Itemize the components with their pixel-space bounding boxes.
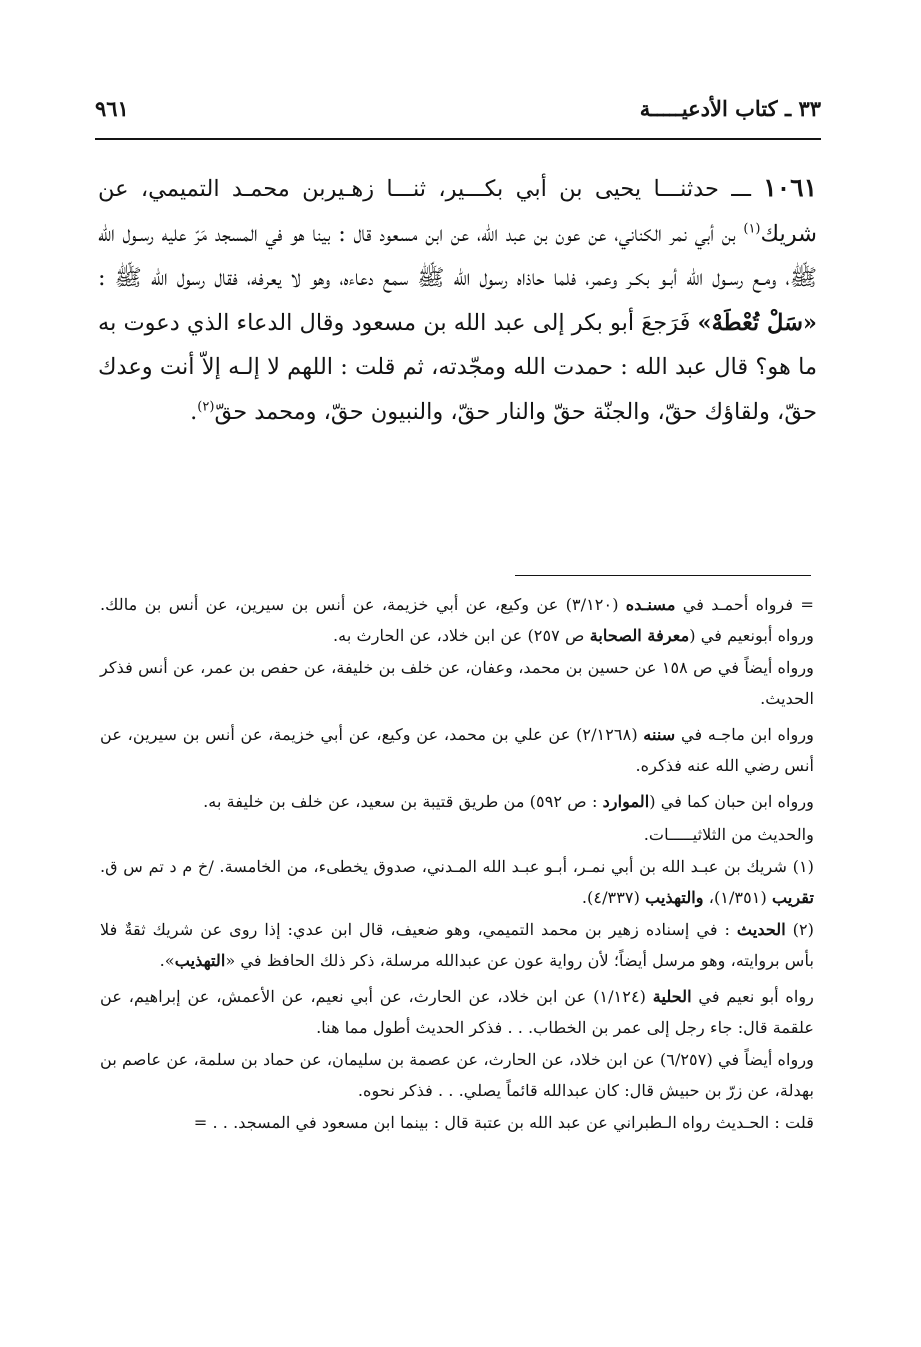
footnote-text: ». [159, 950, 175, 970]
footnote-text: ورواه ابن حبان كما في ( [649, 792, 814, 811]
footnote-paragraph-3 [100, 720, 814, 781]
footnote-text: (١/٣٥١)، [703, 887, 772, 907]
footnote-paragraph-2: ورواه أيضاً في ص ١٥٨ عن حسين بن محمد، وعفان، عن خلف بن خليفة، عن حفص بن عمر، عن أنس فذكر الحديث. [100, 658, 814, 708]
footnote-text: (١) شريك بن عبـد الله بن أبي نمـر، أبـو عبـد الله المـدني، صدوق يخطىء، من الخامسة. /خ م د تم س ق. [100, 857, 814, 876]
footnote-text: : في إسناده زهير بن محمد التميمي، وهو ضعيف، قال ابن عدي: إذا روى عن شريك ثقةٌ فلا بأس بروايته، وهو مرسل أيضاً؛ لأن رواية عون عن عبدالله مرسلة، ذكر ذلك الحافظ في « [100, 920, 814, 970]
source-title: مسنـده [625, 595, 676, 614]
footnote-text: ورواه ابن ماجـه في [675, 725, 814, 744]
footnote-2 [100, 915, 814, 976]
footnote-paragraph-8 [100, 982, 814, 1043]
hadith-text-part-3: فَرَجعَ أبو بكر إلى عبد الله بن مسعود وقال الدعاء الذي دعوت به ما هو؟ قال عبد الله : حمدت الله ومجّدته، ثم قلت : اللهم لا إلـه إلاّ أنت وعدك حقّ، ولقاؤك حقّ، والجنّة حقّ والنار حقّ، والنبيون حقّ، ومحمد حقّ [98, 309, 817, 425]
footnote-paragraph-1 [100, 590, 814, 651]
hadith-text-part-1: ـــ حدثنـــا يحيى بن أبي بكـــير، ثنـــا زهـيربن محمـد التميمي، عن شريك [98, 176, 817, 247]
footnote-text: : ص ٥٩٢) من طريق قتيبة بن سعيد، عن خلف بن خليفة به. [203, 792, 603, 811]
source-title: معرفة الصحابة [589, 625, 690, 645]
footnote-text: (٢/١٢٦٨) عن علي بن محمد، عن وكيع، عن أبي خزيمة، عن أنس بن سيرين، عن أنس رضي الله عنه فذكره. [100, 725, 814, 775]
running-title: ٣٣ ـ كتاب الأدعيـــــة [639, 96, 821, 121]
header-rule [95, 138, 821, 140]
footnotes [100, 590, 814, 1141]
hadith-text-end: . [190, 398, 198, 425]
footnote-paragraph-10: قلت : الحـديث رواه الـطبراني عن عبد الله بن عتبة قال : بينما ابن مسعود في المسجد. . . = [193, 1113, 814, 1132]
page-number: ٩٦١ [95, 96, 129, 121]
footnote-text: (٣/١٢٠) عن وكيع، عن أبي خزيمة، عن أنس بن سيرين، عن أنس بن مالك. ورواه أبونعيم في ( [100, 595, 814, 645]
source-title: الحلية [652, 987, 692, 1006]
prophet-quote: «سَلْ تُعْطَهْ» [697, 309, 817, 336]
footnote-paragraph-9: ورواه أيضاً في (٦/٢٥٧) عن ابن خلاد، عن الحارث، عن عصمة بن سليمان، عن حماد بن سلمة، عن عاصم بن بهدلة، عن زرّ بن حبيش قال: كان عبدالله قائماً يصلي. . . فذكر نحوه. [100, 1050, 814, 1100]
page-header [95, 96, 821, 130]
hadith-number: ١٠٦١ [763, 173, 817, 202]
footnote-paragraph-4 [100, 787, 814, 818]
source-title: الموارد [602, 792, 650, 811]
footnote-1 [100, 852, 814, 913]
footnote-text: = فرواه أحمـد في [675, 595, 814, 614]
footnote-text: (٤/٣٣٧). [581, 887, 646, 907]
footnote-keyword: الحديث [736, 920, 786, 939]
footnote-ref-1: (١) [743, 221, 761, 236]
source-title: تقريب [771, 887, 814, 907]
footnote-text: رواه أبو نعيم في [691, 987, 814, 1006]
source-title: سننه [643, 725, 676, 744]
source-title: التهذيب [174, 950, 226, 970]
footnote-text: (١/١٢٤) عن ابن خلاد، عن الحارث، عن أبي نعيم، عن الأعمش، عن إبراهيم، عن علقمة قال: جاء رجل إلى عمر بن الخطاب. . . فذكر الحديث أطول مما هنا. [100, 987, 814, 1037]
footnote-text: ص ٢٥٧) عن ابن خلاد، عن الحارث به. [333, 625, 590, 645]
hadith-text [98, 166, 817, 434]
footnote-text: (٢) [785, 920, 814, 939]
footnote-ref-2: (٢) [197, 399, 215, 414]
footnote-rule [515, 575, 811, 576]
source-title: والتهذيب [645, 887, 704, 907]
hadith-text-part-2: بن أبي نمر الكناني، عن عون بن عبد الله، عن ابن مسعود قال : بينا هو في المسجد مَرّ عليه رسـول الله ﷺ، ومـع رسـول الله أبـو بكـر وعمر، فلما حاذاه رسول الله ﷺ سمع دعاءه، وهو لا يعرفه، فقال رسول الله ﷺ : [98, 220, 817, 291]
footnote-paragraph-5: والحديث من الثلاثيـــــات. [643, 824, 814, 844]
